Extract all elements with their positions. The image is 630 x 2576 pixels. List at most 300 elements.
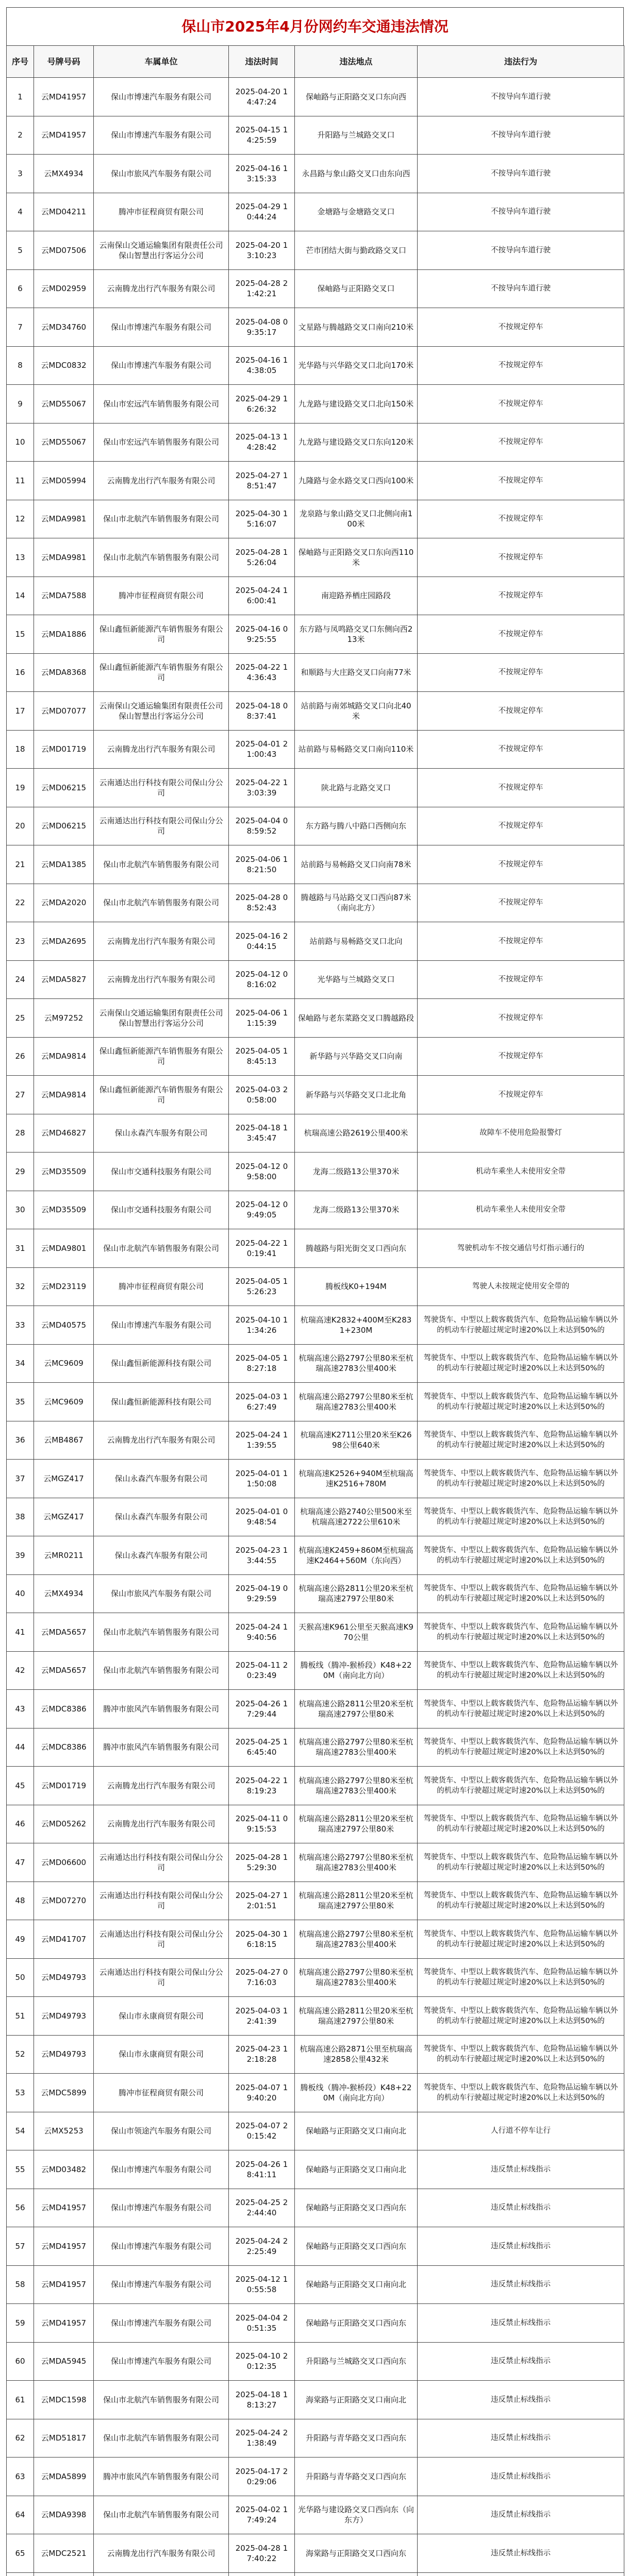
cell-unit: 腾冲市征程商贸有限公司 xyxy=(94,577,229,615)
table-row xyxy=(7,1574,624,1613)
cell-unit: 保山市博速汽车服务有限公司 xyxy=(94,346,229,385)
cell-seq: 21 xyxy=(7,845,34,884)
cell-time: 2025-04-05 15:26:23 xyxy=(229,1267,295,1306)
cell-place: 光华路与兴华路交叉口北向170米 xyxy=(295,346,418,385)
cell-plate: 云MD01719 xyxy=(34,730,94,769)
table-row xyxy=(7,1613,624,1652)
table-row xyxy=(7,845,624,884)
cell-plate: 云MDA5945 xyxy=(34,2342,94,2381)
cell-act: 不按规定停车 xyxy=(418,922,624,961)
cell-unit: 保山市北航汽车销售服务有限公司 xyxy=(94,2496,229,2534)
cell-time: 2025-04-04 20:51:35 xyxy=(229,2304,295,2343)
table-row xyxy=(7,2496,624,2534)
cell-unit: 云南保山交通运输集团有限责任公司保山智慧出行客运分公司 xyxy=(94,999,229,1038)
cell-act: 不按导向车道行驶 xyxy=(418,231,624,270)
page-title: 保山市2025年4月份网约车交通违法情况 xyxy=(6,7,624,45)
cell-seq: 38 xyxy=(7,1498,34,1536)
cell-time: 2025-04-29 10:44:24 xyxy=(229,193,295,231)
cell-seq: 41 xyxy=(7,1613,34,1652)
cell-unit: 保山市博速汽车服务有限公司 xyxy=(94,2304,229,2343)
table-row xyxy=(7,1920,624,1959)
cell-act: 驾驶货车、中型以上载客载货汽车、危险物品运输车辆以外的机动车行驶超过规定时速20%以上未达到50%的 xyxy=(418,1805,624,1843)
table-row xyxy=(7,1114,624,1153)
cell-seq: 37 xyxy=(7,1460,34,1498)
cell-place: 腾板线（腾冲-猴桥段）K48+220M（南向北方向） xyxy=(295,2074,418,2112)
header-seq: 序号 xyxy=(7,46,34,78)
table-row xyxy=(7,1805,624,1843)
cell-plate: 云MD06600 xyxy=(34,1843,94,1882)
cell-unit: 腾冲市征程商贸有限公司 xyxy=(94,193,229,231)
cell-place: 升阳路与兰城路交叉口 xyxy=(295,116,418,155)
cell-place: 保岫路与正阳路交叉口 xyxy=(295,269,418,308)
cell-plate: 云MDC5899 xyxy=(34,2074,94,2112)
table-row xyxy=(7,1882,624,1920)
cell-unit: 保山市宏远汽车销售服务有限公司 xyxy=(94,385,229,423)
table-header xyxy=(7,46,624,78)
cell-place: 杭瑞高速公路2740公里500米至杭瑞高速2722公里610米 xyxy=(295,1498,418,1536)
cell-time: 2025-04-23 12:18:28 xyxy=(229,2035,295,2074)
cell-place xyxy=(295,2572,418,2576)
cell-time: 2025-04-06 18:21:50 xyxy=(229,845,295,884)
cell-unit: 保山市北航汽车销售服务有限公司 xyxy=(94,845,229,884)
cell-unit: 保山市北航汽车销售服务有限公司 xyxy=(94,538,229,577)
cell-unit: 腾冲市旅风汽车销售服务有限公司 xyxy=(94,2458,229,2496)
cell-place: 保岫路与正阳路交叉口西向东 xyxy=(295,2304,418,2343)
cell-unit: 腾冲市征程商贸有限公司 xyxy=(94,1267,229,1306)
cell-time: 2025-04-07 19:40:20 xyxy=(229,2074,295,2112)
cell-seq: 51 xyxy=(7,1997,34,2036)
cell-act: 驾驶人未按规定使用安全带的 xyxy=(418,1267,624,1306)
table-row xyxy=(7,193,624,231)
table-row xyxy=(7,922,624,961)
cell-plate: 云MD41957 xyxy=(34,2265,94,2304)
table-row xyxy=(7,1997,624,2036)
cell-plate: 云MD04211 xyxy=(34,193,94,231)
cell-plate: 云MD41957 xyxy=(34,2189,94,2227)
cell-plate: 云MD06215 xyxy=(34,769,94,807)
cell-plate: 云MDA5827 xyxy=(34,960,94,999)
cell-time: 2025-04-13 14:28:42 xyxy=(229,423,295,462)
cell-time: 2025-04-16 14:38:05 xyxy=(229,346,295,385)
cell-plate: 云MDA1886 xyxy=(34,615,94,654)
cell-act: 驾驶货车、中型以上载客载货汽车、危险物品运输车辆以外的机动车行驶超过规定时速20%以上未达到50%的 xyxy=(418,1536,624,1575)
cell-unit: 保山市北航汽车销售服务有限公司 xyxy=(94,1651,229,1690)
cell-place: 东方路与腾八中路口西侧向东 xyxy=(295,807,418,845)
cell-seq: 31 xyxy=(7,1229,34,1268)
cell-plate: 云MDA9814 xyxy=(34,1037,94,1076)
cell-act: 驾驶货车、中型以上载客载货汽车、危险物品运输车辆以外的机动车行驶超过规定时速20%以上未达到50%的 xyxy=(418,1882,624,1920)
cell-time: 2025-04-06 11:15:39 xyxy=(229,999,295,1038)
cell-seq: 15 xyxy=(7,615,34,654)
cell-place: 光华路与建设路交叉口西向东（向东方） xyxy=(295,2496,418,2534)
cell-act: 违反禁止标线指示 xyxy=(418,2342,624,2381)
cell-time: 2025-04-03 12:41:39 xyxy=(229,1997,295,2036)
cell-act: 驾驶货车、中型以上载客载货汽车、危险物品运输车辆以外的机动车行驶超过规定时速20%以上未达到50%的 xyxy=(418,1920,624,1959)
cell-unit: 云南保山交通运输集团有限责任公司保山智慧出行客运分公司 xyxy=(94,692,229,731)
cell-plate: 云MDC0832 xyxy=(34,346,94,385)
cell-act: 驾驶货车、中型以上载客载货汽车、危险物品运输车辆以外的机动车行驶超过规定时速20%以上未达到50%的 xyxy=(418,1344,624,1383)
cell-seq: 8 xyxy=(7,346,34,385)
cell-time: 2025-04-15 14:25:59 xyxy=(229,116,295,155)
cell-seq: 36 xyxy=(7,1421,34,1460)
cell-seq: 57 xyxy=(7,2227,34,2266)
cell-act: 不按规定停车 xyxy=(418,999,624,1038)
cell-plate: 云MDA9981 xyxy=(34,538,94,577)
cell-place: 杭瑞高速公路2811公里20米至杭瑞高速2797公里80米 xyxy=(295,1882,418,1920)
table-row xyxy=(7,2189,624,2227)
cell-unit: 保山市博速汽车服务有限公司 xyxy=(94,308,229,347)
cell-unit: 云南通达出行科技有限公司保山分公司 xyxy=(94,769,229,807)
cell-plate: 云MX4934 xyxy=(34,155,94,193)
cell-unit: 云南腾龙出行汽车服务有限公司 xyxy=(94,960,229,999)
cell-time: 2025-04-27 12:01:51 xyxy=(229,1882,295,1920)
cell-time: 2025-04-24 11:39:55 xyxy=(229,1421,295,1460)
cell-seq: 39 xyxy=(7,1536,34,1575)
cell-time: 2025-04-22 14:36:43 xyxy=(229,653,295,692)
cell-plate: 云MD49793 xyxy=(34,1958,94,1997)
cell-time: 2025-04-24 19:40:56 xyxy=(229,1613,295,1652)
cell-act: 驾驶货车、中型以上载客载货汽车、危险物品运输车辆以外的机动车行驶超过规定时速20%以上未达到50%的 xyxy=(418,1383,624,1421)
cell-place: 腾板线（腾冲-猴桥段）K48+220M（南向北方向） xyxy=(295,1651,418,1690)
cell-act: 违反禁止标线指示 xyxy=(418,2496,624,2534)
cell-plate: 云MR0211 xyxy=(34,1536,94,1575)
cell-place: 龙海二级路13公里370米 xyxy=(295,1191,418,1229)
cell-place: 杭瑞高速公路2797公里80米至杭瑞高速2783公里400米 xyxy=(295,1958,418,1997)
cell-act: 驾驶货车、中型以上载客载货汽车、危险物品运输车辆以外的机动车行驶超过规定时速20%以上未达到50%的 xyxy=(418,1843,624,1882)
cell-unit: 云南腾龙出行汽车服务有限公司 xyxy=(94,1767,229,1805)
cell-seq: 26 xyxy=(7,1037,34,1076)
cell-seq xyxy=(7,2572,34,2576)
cell-time: 2025-04-18 18:13:27 xyxy=(229,2381,295,2419)
cell-unit: 保山鑫恒新能源汽车销售服务有限公司 xyxy=(94,1037,229,1076)
cell-time: 2025-04-25 16:45:40 xyxy=(229,1728,295,1767)
cell-time: 2025-04-20 14:47:24 xyxy=(229,78,295,116)
cell-time: 2025-04-11 09:15:53 xyxy=(229,1805,295,1843)
cell-place: 芒市团结大街与勤政路交叉口 xyxy=(295,231,418,270)
cell-time: 2025-04-28 15:26:04 xyxy=(229,538,295,577)
cell-act: 违反禁止标线指示 xyxy=(418,2189,624,2227)
cell-seq: 58 xyxy=(7,2265,34,2304)
cell-plate: 云M97252 xyxy=(34,999,94,1038)
cell-seq: 13 xyxy=(7,538,34,577)
cell-act: 机动车乘坐人未使用安全带 xyxy=(418,1153,624,1191)
cell-unit: 保山市博速汽车服务有限公司 xyxy=(94,78,229,116)
table-row xyxy=(7,1191,624,1229)
cell-act: 不按规定停车 xyxy=(418,462,624,500)
cell-act: 不按规定停车 xyxy=(418,500,624,538)
cell-unit: 保山市旅风汽车服务有限公司 xyxy=(94,155,229,193)
cell-place: 腾越路与阳光街交叉口西向东 xyxy=(295,1229,418,1268)
cell-plate: 云MD34760 xyxy=(34,308,94,347)
cell-seq: 19 xyxy=(7,769,34,807)
cell-seq: 48 xyxy=(7,1882,34,1920)
cell-act: 不按规定停车 xyxy=(418,615,624,654)
cell-time: 2025-04-05 18:45:13 xyxy=(229,1037,295,1076)
cell-unit: 保山市博速汽车服务有限公司 xyxy=(94,2150,229,2189)
cell-place: 新华路与兴华路交叉口向南 xyxy=(295,1037,418,1076)
cell-seq: 59 xyxy=(7,2304,34,2343)
cell-seq: 44 xyxy=(7,1728,34,1767)
cell-place: 保岫路与正阳路交叉口南向北 xyxy=(295,2265,418,2304)
table-row xyxy=(7,1728,624,1767)
cell-place: 保岫路与正阳路交叉口南向北 xyxy=(295,2150,418,2189)
cell-place: 腾越路与马站路交叉口西向87米（南向北方） xyxy=(295,884,418,922)
cell-seq: 45 xyxy=(7,1767,34,1805)
cell-act: 不按规定停车 xyxy=(418,653,624,692)
cell-time: 2025-04-03 20:58:00 xyxy=(229,1076,295,1114)
cell-time: 2025-04-10 11:34:26 xyxy=(229,1306,295,1345)
cell-place: 杭瑞高速公路2797公里80米至杭瑞高速2783公里400米 xyxy=(295,1767,418,1805)
cell-plate: 云MD03482 xyxy=(34,2150,94,2189)
cell-seq: 52 xyxy=(7,2035,34,2074)
cell-seq: 11 xyxy=(7,462,34,500)
cell-seq: 22 xyxy=(7,884,34,922)
table-row xyxy=(7,423,624,462)
cell-unit: 云南通达出行科技有限公司保山分公司 xyxy=(94,1882,229,1920)
table-row xyxy=(7,577,624,615)
cell-unit: 保山永森汽车服务有限公司 xyxy=(94,1114,229,1153)
cell-plate: 云MDA9398 xyxy=(34,2496,94,2534)
cell-time: 2025-04-24 16:00:41 xyxy=(229,577,295,615)
table-row xyxy=(7,1651,624,1690)
cell-seq: 50 xyxy=(7,1958,34,1997)
table-row xyxy=(7,730,624,769)
cell-unit: 保山市博速汽车服务有限公司 xyxy=(94,2227,229,2266)
cell-time: 2025-04-12 10:55:58 xyxy=(229,2265,295,2304)
cell-unit: 保山市永康商贸有限公司 xyxy=(94,2035,229,2074)
cell-place: 升阳路与青华路交叉口西向东 xyxy=(295,2419,418,2458)
table-row xyxy=(7,538,624,577)
cell-act: 违反禁止标线指示 xyxy=(418,2458,624,2496)
cell-time: 2025-04-28 17:40:22 xyxy=(229,2534,295,2573)
table-row xyxy=(7,231,624,270)
cell-act: 驾驶机动车不按交通信号灯指示通行的 xyxy=(418,1229,624,1268)
cell-plate: 云MDA2695 xyxy=(34,922,94,961)
cell-time: 2025-04-19 09:29:59 xyxy=(229,1574,295,1613)
cell-place: 龙海二级路13公里370米 xyxy=(295,1153,418,1191)
cell-seq: 30 xyxy=(7,1191,34,1229)
cell-plate: 云MDA5657 xyxy=(34,1613,94,1652)
cell-place: 杭瑞高速公路2797公里80米至杭瑞高速2783公里400米 xyxy=(295,1920,418,1959)
cell-time: 2025-04-18 13:45:47 xyxy=(229,1114,295,1153)
cell-place: 站前路与南郊城路交叉口向北40米 xyxy=(295,692,418,731)
cell-seq: 20 xyxy=(7,807,34,845)
cell-unit: 保山市博速汽车服务有限公司 xyxy=(94,1306,229,1345)
cell-plate: 云MD41957 xyxy=(34,116,94,155)
cell-act: 驾驶货车、中型以上载客载货汽车、危险物品运输车辆以外的机动车行驶超过规定时速20%以上未达到50%的 xyxy=(418,2035,624,2074)
cell-plate xyxy=(34,2572,94,2576)
cell-seq: 6 xyxy=(7,269,34,308)
cell-place: 新华路与兴华路交叉口北北角 xyxy=(295,1076,418,1114)
cell-time: 2025-04-30 16:18:15 xyxy=(229,1920,295,1959)
table-row xyxy=(7,2035,624,2074)
cell-time: 2025-04-16 13:15:33 xyxy=(229,155,295,193)
cell-plate: 云MD51817 xyxy=(34,2419,94,2458)
cell-time: 2025-04-30 15:16:07 xyxy=(229,500,295,538)
cell-time: 2025-04-28 08:52:43 xyxy=(229,884,295,922)
cell-place: 站前路与易畅路交叉口南向110米 xyxy=(295,730,418,769)
cell-act: 不按导向车道行驶 xyxy=(418,269,624,308)
cell-unit: 保山市北航汽车销售服务有限公司 xyxy=(94,2419,229,2458)
cell-seq: 27 xyxy=(7,1076,34,1114)
table-row xyxy=(7,78,624,116)
cell-plate: 云MX5253 xyxy=(34,2112,94,2150)
cell-place: 杭瑞高速公路2811公里20米至杭瑞高速2797公里80米 xyxy=(295,1805,418,1843)
cell-place: 九龙路与建设路交叉口东向120米 xyxy=(295,423,418,462)
table-row xyxy=(7,1153,624,1191)
header-act: 违法行为 xyxy=(418,46,624,78)
cell-place: 腾板线K0+194M xyxy=(295,1267,418,1306)
cell-act: 不按导向车道行驶 xyxy=(418,193,624,231)
cell-place: 杭瑞高速K2459+860M至杭瑞高速K2464+560M（东向西） xyxy=(295,1536,418,1575)
cell-act: 驾驶货车、中型以上载客载货汽车、危险物品运输车辆以外的机动车行驶超过规定时速20%以上未达到50%的 xyxy=(418,1997,624,2036)
cell-plate: 云MDA2020 xyxy=(34,884,94,922)
cell-place: 保岫路与正阳路交叉口西向东 xyxy=(295,2189,418,2227)
cell-unit: 保山市交通科技服务有限公司 xyxy=(94,1191,229,1229)
cell-act: 驾驶货车、中型以上载客载货汽车、危险物品运输车辆以外的机动车行驶超过规定时速20%以上未达到50%的 xyxy=(418,1421,624,1460)
cell-act: 违反禁止标线指示 xyxy=(418,2150,624,2189)
cell-place: 保岫路与老东菜路交叉口腾越路段 xyxy=(295,999,418,1038)
cell-time: 2025-04-26 17:29:44 xyxy=(229,1690,295,1728)
cell-plate: 云MDC8386 xyxy=(34,1728,94,1767)
cell-plate: 云MDA9981 xyxy=(34,500,94,538)
cell-seq: 9 xyxy=(7,385,34,423)
cell-unit: 保山市博速汽车服务有限公司 xyxy=(94,2342,229,2381)
cell-plate: 云MDA8368 xyxy=(34,653,94,692)
table-row xyxy=(7,615,624,654)
table-row xyxy=(7,692,624,731)
table-row xyxy=(7,653,624,692)
cell-act: 不按规定停车 xyxy=(418,1076,624,1114)
table-row xyxy=(7,1267,624,1306)
table-row xyxy=(7,1076,624,1114)
cell-unit: 云南通达出行科技有限公司保山分公司 xyxy=(94,1920,229,1959)
table-row xyxy=(7,155,624,193)
table-row xyxy=(7,116,624,155)
cell-act: 驾驶货车、中型以上载客载货汽车、危险物品运输车辆以外的机动车行驶超过规定时速20%以上未达到50%的 xyxy=(418,1651,624,1690)
cell-act: 不按规定停车 xyxy=(418,346,624,385)
cell-unit: 腾冲市征程商贸有限公司 xyxy=(94,2074,229,2112)
cell-time: 2025-04-25 22:44:40 xyxy=(229,2189,295,2227)
cell-seq: 33 xyxy=(7,1306,34,1345)
cell-unit: 保山市博速汽车服务有限公司 xyxy=(94,116,229,155)
cell-plate: 云MC9609 xyxy=(34,1383,94,1421)
cell-time: 2025-04-01 09:48:54 xyxy=(229,1498,295,1536)
table-row xyxy=(7,462,624,500)
cell-plate: 云MD41957 xyxy=(34,78,94,116)
cell-place: 九龙路与建设路交叉口北向150米 xyxy=(295,385,418,423)
cell-unit: 保山市北航汽车销售服务有限公司 xyxy=(94,884,229,922)
cell-seq: 24 xyxy=(7,960,34,999)
cell-time: 2025-04-27 18:51:47 xyxy=(229,462,295,500)
cell-seq: 56 xyxy=(7,2189,34,2227)
cell-seq: 63 xyxy=(7,2458,34,2496)
cell-act: 驾驶货车、中型以上载客载货汽车、危险物品运输车辆以外的机动车行驶超过规定时速20%以上未达到50%的 xyxy=(418,1958,624,1997)
table-row xyxy=(7,2534,624,2573)
cell-act: 不按导向车道行驶 xyxy=(418,155,624,193)
cell-time: 2025-04-16 20:44:15 xyxy=(229,922,295,961)
table-row xyxy=(7,1229,624,1268)
cell-act: 不按规定停车 xyxy=(418,1037,624,1076)
cell-unit: 保山市北航汽车销售服务有限公司 xyxy=(94,2381,229,2419)
cell-unit xyxy=(94,2572,229,2576)
cell-unit: 保山永森汽车服务有限公司 xyxy=(94,1460,229,1498)
cell-act: 不按规定停车 xyxy=(418,577,624,615)
cell-act: 驾驶货车、中型以上载客载货汽车、危险物品运输车辆以外的机动车行驶超过规定时速20%以上未达到50%的 xyxy=(418,1728,624,1767)
cell-place: 杭瑞高速K2832+400M至K2831+230M xyxy=(295,1306,418,1345)
cell-act: 驾驶货车、中型以上载客载货汽车、危险物品运输车辆以外的机动车行驶超过规定时速20%以上未达到50%的 xyxy=(418,1460,624,1498)
cell-time: 2025-04-28 15:29:30 xyxy=(229,1843,295,1882)
cell-act: 不按规定停车 xyxy=(418,730,624,769)
cell-plate: 云MDC1598 xyxy=(34,2381,94,2419)
cell-place: 杭瑞高速公路2797公里80米至杭瑞高速2783公里400米 xyxy=(295,1344,418,1383)
cell-time: 2025-04-17 20:29:06 xyxy=(229,2458,295,2496)
cell-seq: 35 xyxy=(7,1383,34,1421)
cell-act: 驾驶货车、中型以上载客载货汽车、危险物品运输车辆以外的机动车行驶超过规定时速20%以上未达到50%的 xyxy=(418,1498,624,1536)
cell-plate: 云MDA1385 xyxy=(34,845,94,884)
cell-plate: 云MD41707 xyxy=(34,1920,94,1959)
cell-act: 违反禁止标线指示 xyxy=(418,2227,624,2266)
table-row xyxy=(7,2381,624,2419)
table-row xyxy=(7,346,624,385)
cell-plate: 云MDA7588 xyxy=(34,577,94,615)
cell-plate: 云MDC2521 xyxy=(34,2534,94,2573)
cell-seq: 4 xyxy=(7,193,34,231)
cell-time xyxy=(229,2572,295,2576)
cell-plate: 云MDA9814 xyxy=(34,1076,94,1114)
cell-time: 2025-04-01 11:50:08 xyxy=(229,1460,295,1498)
cell-unit: 保山市北航汽车销售服务有限公司 xyxy=(94,1229,229,1268)
cell-unit: 云南腾龙出行汽车服务有限公司 xyxy=(94,1421,229,1460)
cell-unit: 云南腾龙出行汽车服务有限公司 xyxy=(94,730,229,769)
cell-place: 杭瑞高速公路2811公里20米至杭瑞高速2797公里80米 xyxy=(295,1574,418,1613)
cell-unit: 云南腾龙出行汽车服务有限公司 xyxy=(94,2534,229,2573)
cell-seq: 34 xyxy=(7,1344,34,1383)
cell-seq: 55 xyxy=(7,2150,34,2189)
table-row xyxy=(7,769,624,807)
table-row xyxy=(7,2074,624,2112)
cell-plate: 云MD55067 xyxy=(34,385,94,423)
cell-unit: 云南通达出行科技有限公司保山分公司 xyxy=(94,807,229,845)
cell-seq: 42 xyxy=(7,1651,34,1690)
table-row xyxy=(7,1344,624,1383)
cell-time: 2025-04-08 09:35:17 xyxy=(229,308,295,347)
table-row xyxy=(7,1958,624,1997)
cell-seq: 47 xyxy=(7,1843,34,1882)
cell-place: 站前路与易畅路交叉口北向 xyxy=(295,922,418,961)
cell-place: 南迎路养栖庄园路段 xyxy=(295,577,418,615)
header-plate: 号牌号码 xyxy=(34,46,94,78)
table-row xyxy=(7,1037,624,1076)
cell-unit: 腾冲市旅风汽车销售服务有限公司 xyxy=(94,1690,229,1728)
table-row xyxy=(7,2304,624,2343)
cell-time: 2025-04-07 20:15:42 xyxy=(229,2112,295,2150)
cell-seq: 10 xyxy=(7,423,34,462)
cell-unit: 保山市博速汽车服务有限公司 xyxy=(94,2265,229,2304)
cell-unit: 云南腾龙出行汽车服务有限公司 xyxy=(94,462,229,500)
cell-plate: 云MGZ417 xyxy=(34,1460,94,1498)
cell-plate: 云MX4934 xyxy=(34,1574,94,1613)
cell-time: 2025-04-26 18:41:11 xyxy=(229,2150,295,2189)
cell-act: 驾驶货车、中型以上载客载货汽车、危险物品运输车辆以外的机动车行驶超过规定时速20%以上未达到50%的 xyxy=(418,2074,624,2112)
cell-unit: 保山市北航汽车销售服务有限公司 xyxy=(94,1613,229,1652)
cell-unit: 云南腾龙出行汽车服务有限公司 xyxy=(94,1805,229,1843)
cell-time: 2025-04-27 07:16:03 xyxy=(229,1958,295,1997)
cell-seq: 46 xyxy=(7,1805,34,1843)
cell-plate: 云MD07077 xyxy=(34,692,94,731)
table-row xyxy=(7,1767,624,1805)
cell-place: 天猴高速K961公里至天猴高速K970公里 xyxy=(295,1613,418,1652)
